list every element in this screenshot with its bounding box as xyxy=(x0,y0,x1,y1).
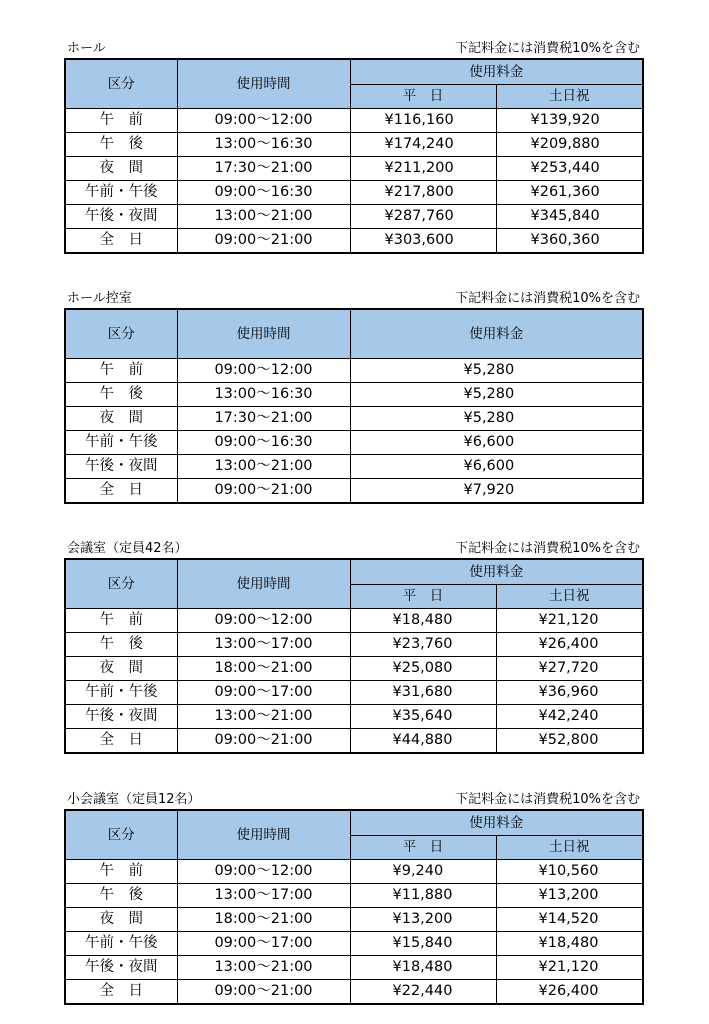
kubun-cell: 午 後 xyxy=(65,133,177,157)
weekday-fee-cell: ¥217,800 xyxy=(350,181,496,205)
tax-note: 下記料金には消費税10%を含む xyxy=(455,291,640,306)
kubun-cell: 午前・午後 xyxy=(65,431,177,455)
table-row xyxy=(65,359,643,383)
header-weekday: 平 日 xyxy=(350,85,496,109)
kubun-cell: 全 日 xyxy=(65,229,177,254)
time-cell: 13:00～21:00 xyxy=(177,455,350,479)
weekday-fee-cell: ¥35,640 xyxy=(350,705,496,729)
weekend-fee-cell: ¥209,880 xyxy=(496,133,643,157)
time-cell: 13:00～16:30 xyxy=(177,383,350,407)
fee-table xyxy=(64,809,644,1005)
table-row xyxy=(65,908,643,932)
kubun-cell: 午後・夜間 xyxy=(65,956,177,980)
weekday-fee-cell: ¥9,240 xyxy=(350,860,496,884)
header-weekend: 土日祝 xyxy=(496,585,643,609)
table-row xyxy=(65,681,643,705)
fee-table xyxy=(64,558,644,754)
kubun-cell: 夜 間 xyxy=(65,908,177,932)
weekend-fee-cell: ¥52,800 xyxy=(496,729,643,754)
header-kubun: 区分 xyxy=(65,309,177,359)
kubun-cell: 夜 間 xyxy=(65,657,177,681)
time-cell: 09:00～17:00 xyxy=(177,681,350,705)
table-row xyxy=(65,455,643,479)
weekend-fee-cell: ¥21,120 xyxy=(496,609,643,633)
kubun-cell: 午前・午後 xyxy=(65,932,177,956)
tax-note: 下記料金には消費税10%を含む xyxy=(455,792,640,807)
section-title: 会議室（定員42名） xyxy=(67,541,188,556)
kubun-cell: 午 前 xyxy=(65,109,177,133)
header-kubun: 区分 xyxy=(65,59,177,109)
weekend-fee-cell: ¥10,560 xyxy=(496,860,643,884)
kubun-cell: 午前・午後 xyxy=(65,681,177,705)
time-cell: 09:00～21:00 xyxy=(177,229,350,254)
kubun-cell: 午 前 xyxy=(65,860,177,884)
small-meeting-room-section xyxy=(64,789,642,1005)
time-cell: 09:00～21:00 xyxy=(177,729,350,754)
time-cell: 18:00～21:00 xyxy=(177,657,350,681)
header-fee: 使用料金 xyxy=(350,810,643,836)
kubun-cell: 全 日 xyxy=(65,980,177,1005)
table-row xyxy=(65,956,643,980)
time-cell: 13:00～16:30 xyxy=(177,133,350,157)
weekday-fee-cell: ¥287,760 xyxy=(350,205,496,229)
weekday-fee-cell: ¥303,600 xyxy=(350,229,496,254)
weekday-fee-cell: ¥15,840 xyxy=(350,932,496,956)
header-time: 使用時間 xyxy=(177,559,350,609)
hall-waiting-room-section xyxy=(64,288,642,504)
fee-cell: ¥5,280 xyxy=(350,407,643,431)
time-cell: 17:30～21:00 xyxy=(177,407,350,431)
table-row xyxy=(65,932,643,956)
header-time: 使用時間 xyxy=(177,309,350,359)
kubun-cell: 午 前 xyxy=(65,359,177,383)
section-title: 小会議室（定員12名） xyxy=(67,792,201,807)
table-row xyxy=(65,884,643,908)
section-caption xyxy=(64,288,642,308)
table-row xyxy=(65,383,643,407)
weekday-fee-cell: ¥116,160 xyxy=(350,109,496,133)
weekend-fee-cell: ¥36,960 xyxy=(496,681,643,705)
header-weekday: 平 日 xyxy=(350,585,496,609)
table-row xyxy=(65,157,643,181)
table-row xyxy=(65,860,643,884)
kubun-cell: 午前・午後 xyxy=(65,181,177,205)
kubun-cell: 夜 間 xyxy=(65,407,177,431)
table-row xyxy=(65,229,643,254)
kubun-cell: 午 前 xyxy=(65,609,177,633)
hall-section xyxy=(64,38,642,254)
section-title: ホール控室 xyxy=(67,291,132,306)
weekday-fee-cell: ¥18,480 xyxy=(350,956,496,980)
table-row xyxy=(65,205,643,229)
weekend-fee-cell: ¥42,240 xyxy=(496,705,643,729)
time-cell: 13:00～17:00 xyxy=(177,633,350,657)
section-caption xyxy=(64,538,642,558)
weekday-fee-cell: ¥23,760 xyxy=(350,633,496,657)
table-row xyxy=(65,479,643,504)
time-cell: 09:00～12:00 xyxy=(177,609,350,633)
table-row xyxy=(65,109,643,133)
weekday-fee-cell: ¥11,880 xyxy=(350,884,496,908)
time-cell: 09:00～17:00 xyxy=(177,932,350,956)
header-weekend: 土日祝 xyxy=(496,836,643,860)
tax-note: 下記料金には消費税10%を含む xyxy=(455,41,640,56)
fee-cell: ¥5,280 xyxy=(350,383,643,407)
tax-note: 下記料金には消費税10%を含む xyxy=(455,541,640,556)
time-cell: 13:00～21:00 xyxy=(177,705,350,729)
table-row xyxy=(65,181,643,205)
kubun-cell: 全 日 xyxy=(65,479,177,504)
section-caption xyxy=(64,789,642,809)
fee-cell: ¥5,280 xyxy=(350,359,643,383)
time-cell: 09:00～21:00 xyxy=(177,479,350,504)
header-fee: 使用料金 xyxy=(350,559,643,585)
time-cell: 09:00～16:30 xyxy=(177,181,350,205)
weekday-fee-cell: ¥25,080 xyxy=(350,657,496,681)
weekday-fee-cell: ¥22,440 xyxy=(350,980,496,1005)
weekend-fee-cell: ¥13,200 xyxy=(496,884,643,908)
time-cell: 17:30～21:00 xyxy=(177,157,350,181)
header-fee: 使用料金 xyxy=(350,59,643,85)
time-cell: 13:00～21:00 xyxy=(177,956,350,980)
weekday-fee-cell: ¥18,480 xyxy=(350,609,496,633)
table-row xyxy=(65,633,643,657)
kubun-cell: 午後・夜間 xyxy=(65,455,177,479)
section-title: ホール xyxy=(67,41,106,56)
section-caption xyxy=(64,38,642,58)
kubun-cell: 午 後 xyxy=(65,884,177,908)
weekend-fee-cell: ¥253,440 xyxy=(496,157,643,181)
kubun-cell: 午後・夜間 xyxy=(65,705,177,729)
time-cell: 09:00～12:00 xyxy=(177,359,350,383)
weekday-fee-cell: ¥31,680 xyxy=(350,681,496,705)
header-weekend: 土日祝 xyxy=(496,85,643,109)
weekday-fee-cell: ¥44,880 xyxy=(350,729,496,754)
fee-cell: ¥6,600 xyxy=(350,455,643,479)
weekend-fee-cell: ¥18,480 xyxy=(496,932,643,956)
weekend-fee-cell: ¥139,920 xyxy=(496,109,643,133)
fee-cell: ¥6,600 xyxy=(350,431,643,455)
table-row xyxy=(65,431,643,455)
weekday-fee-cell: ¥211,200 xyxy=(350,157,496,181)
header-kubun: 区分 xyxy=(65,810,177,860)
weekend-fee-cell: ¥360,360 xyxy=(496,229,643,254)
fee-table xyxy=(64,308,644,504)
time-cell: 09:00～21:00 xyxy=(177,980,350,1005)
table-row xyxy=(65,609,643,633)
kubun-cell: 午 後 xyxy=(65,633,177,657)
time-cell: 13:00～17:00 xyxy=(177,884,350,908)
table-row xyxy=(65,980,643,1005)
table-row xyxy=(65,407,643,431)
time-cell: 18:00～21:00 xyxy=(177,908,350,932)
time-cell: 13:00～21:00 xyxy=(177,205,350,229)
weekend-fee-cell: ¥345,840 xyxy=(496,205,643,229)
weekend-fee-cell: ¥14,520 xyxy=(496,908,643,932)
table-row xyxy=(65,657,643,681)
weekday-fee-cell: ¥174,240 xyxy=(350,133,496,157)
kubun-cell: 午後・夜間 xyxy=(65,205,177,229)
time-cell: 09:00～12:00 xyxy=(177,860,350,884)
kubun-cell: 午 後 xyxy=(65,383,177,407)
table-row xyxy=(65,705,643,729)
weekend-fee-cell: ¥26,400 xyxy=(496,980,643,1005)
weekend-fee-cell: ¥21,120 xyxy=(496,956,643,980)
time-cell: 09:00～16:30 xyxy=(177,431,350,455)
fee-cell: ¥7,920 xyxy=(350,479,643,504)
header-fee: 使用料金 xyxy=(350,309,643,359)
fee-table xyxy=(64,58,644,254)
time-cell: 09:00～12:00 xyxy=(177,109,350,133)
header-weekday: 平 日 xyxy=(350,836,496,860)
table-row xyxy=(65,133,643,157)
kubun-cell: 全 日 xyxy=(65,729,177,754)
kubun-cell: 夜 間 xyxy=(65,157,177,181)
header-time: 使用時間 xyxy=(177,59,350,109)
weekday-fee-cell: ¥13,200 xyxy=(350,908,496,932)
weekend-fee-cell: ¥261,360 xyxy=(496,181,643,205)
meeting-room-section xyxy=(64,538,642,754)
header-kubun: 区分 xyxy=(65,559,177,609)
weekend-fee-cell: ¥26,400 xyxy=(496,633,643,657)
weekend-fee-cell: ¥27,720 xyxy=(496,657,643,681)
header-time: 使用時間 xyxy=(177,810,350,860)
table-row xyxy=(65,729,643,754)
